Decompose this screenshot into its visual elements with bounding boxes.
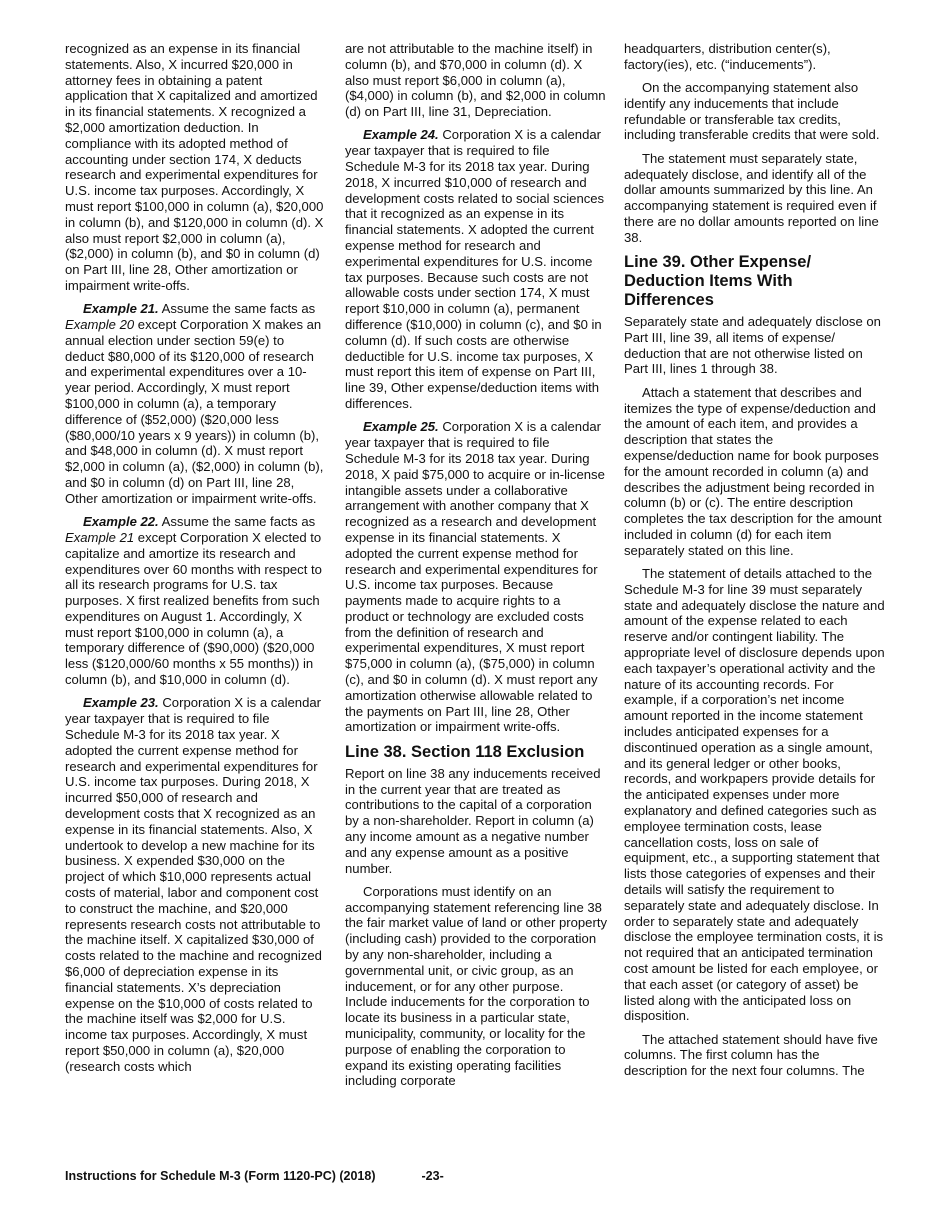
column-1 bbox=[65, 41, 327, 1082]
example-21: Example 21. Assume the same facts as Example 20 except Corporation X makes an annual election under section 59(e) to deduct $80,000 of its $120,000 of research and experimental expenditures over a 10-year period. Accordingly, X must report $100,000 in column (a), a temporary difference of ($52,000) ($20,000 less ($80,000/10 years x 9 years)) in column (b), and $48,000 in column (d). X must report $2,000 in column (a), ($2,000) in column (b), and $0 in column (d) on Part III, line 28, Other amortization or impairment write-offs. bbox=[65, 301, 324, 506]
paragraph: are not attributable to the machine itself) in column (b), and $70,000 in column (d). X also must report $6,000 in column (a), ($4,000) in column (b), and $2,000 in column (d) on Part III, line 31, Depreciation. bbox=[345, 41, 606, 120]
example-label: Example 22. bbox=[83, 514, 159, 530]
example-23: Example 23. Corporation X is a calendar year taxpayer that is required to file Schedule M-3 for its 2018 tax year. X adopted the current expense method for research and experimental expenditures for U.S. income tax purposes. During 2018, X incurred $50,000 of research and development costs that X recognized as an expense in its financial statements. Also, X undertook to develop a new machine for its business. X expended $30,000 on the project of which $10,000 represents actual costs of material, labor and component cost to construct the machine, and $20,000 represents research costs not attributable to the machine itself. X capitalized $30,000 of costs related to the machine and recognized $6,000 of depreciation expense in its financial statements. X’s depreciation expense on the $10,000 of costs related to the machine itself was $2,000 for U.S. income tax purposes. Accordingly, X must report $50,000 in column (a), $20,000 (research costs which bbox=[65, 695, 322, 1074]
example-reference: Example 21 bbox=[65, 529, 135, 545]
paragraph: headquarters, distribution center(s), factory(ies), etc. (“inducements”). bbox=[624, 41, 831, 72]
paragraph: The statement of details attached to the Schedule M-3 for line 39 must separately state and adequately disclose the nature and amount of the expense related to each reserve and/or contingent liability. The appropriate level of disclosure depends upon each taxpayer’s operational activity and the nature of its accounting records. For example, if a corporation’s net income amount reported in the income statement includes anticipated expenses for a discontinued operation as a single amount, and its general ledger or other books, records, and workpapers provide details for the anticipated expenses under more explanatory and defined categories such as employee termination costs, lease cancellation costs, loss on sale of equipment, etc., a supporting statement that lists those categories of expenses and their details will satisfy the requirement to separately state and adequately disclose. In order to separately state and adequately disclose the employee termination costs, it is not required that an anticipated termination cost amount be listed for each employee, or that each asset (or category of asset) be listed along with the anticipated loss on disposition. bbox=[624, 566, 885, 1024]
paragraph: Report on line 38 any inducements received in the current year that are treated as contributions to the capital of a corporation by a non-shareholder. Report in column (a) any income amount as a negative number and any expense amount as a positive number. bbox=[345, 765, 601, 876]
example-label: Example 21. bbox=[83, 301, 159, 317]
section-heading-line-39: Line 39. Other Expense/ Deduction Items With Differences bbox=[624, 253, 812, 310]
example-22: Example 22. Assume the same facts as Example 21 except Corporation X elected to capitalize and amortize its research and expenditures over 60 months with respect to all its research programs for U.S. tax purposes. X first realized benefits from such expenditures on August 1. Accordingly, X must report $100,000 in column (a), a temporary difference of ($90,000) ($20,000 less ($120,000/60 months x 55 months)) in column (b), and $10,000 in column (d). bbox=[65, 514, 322, 688]
paragraph: Corporations must identify on an accompanying statement referencing line 38 the fair market value of land or other property (including cash) provided to the corporation by any non-shareholder, including a governmental unit, or civic group, as an inducement, or for any other purpose. Include inducements for the corporation to locate its business in a particular state, municipality, community, or locality for the purpose of enabling the corporation to expand its existing operating facilities including corporate bbox=[345, 883, 608, 1089]
paragraph: The statement must separately state, adequately disclose, and identify all of the dollar amounts summarized by this line. An accompanying statement is required even if there are no dollar amounts reported on line 38. bbox=[624, 150, 879, 245]
example-label: Example 23. bbox=[83, 695, 159, 711]
paragraph: Attach a statement that describes and itemizes the type of expense/deduction and the amount of each item, and provides a description that states the expense/deduction name for book purposes for the amount recorded in column (a) and describes the adjustment being recorded in column (b) or (c). The entire description completes the tax description for the amount included in column (d) for each item separately stated on this line. bbox=[624, 384, 882, 558]
footer-title: Instructions for Schedule M-3 (Form 1120-PC) (2018) bbox=[65, 1169, 376, 1183]
paragraph: Separately state and adequately disclose on Part III, line 39, all items of expense/ deduction that are not otherwise listed on Part III, lines 1 through 38. bbox=[624, 314, 881, 377]
section-heading-line-38: Line 38. Section 118 Exclusion bbox=[345, 742, 585, 761]
column-2 bbox=[345, 41, 607, 1097]
example-reference: Example 20 bbox=[65, 317, 135, 333]
paragraph: On the accompanying statement also identify any inducements that include refundable or transferable tax credits, including transferable credits that were sold. bbox=[624, 80, 880, 143]
paragraph: recognized as an expense in its financial statements. Also, X incurred $20,000 in attorney fees in obtaining a patent application that X capitalized and amortized in its financial statements. X recognized a $2,000 amortization deduction. In compliance with its adopted method of accounting under section 174, X deducts research and experimental expenditures for U.S. income tax purposes. Accordingly, X must report $100,000 in column (a), $20,000 in column (b), and $120,000 in column (d). X also must report $2,000 in column (a), ($2,000) in column (b), and $0 in column (d) on Part III, line 28, Other amortization or impairment write-offs. bbox=[65, 41, 324, 293]
example-label: Example 25. bbox=[363, 419, 439, 435]
example-25: Example 25. Corporation X is a calendar year taxpayer that is required to file Schedule M-3 for its 2018 tax year. During 2018, X paid $75,000 to acquire or in-license intangible assets under a collaborative arrangement with another company that X recognized as a research and development expense in its financial statements. X adopted the current expense method for research and experimental expenditures for U.S. income tax purposes. Because payments made to acquire rights to a product or technology are excluded costs from the definition of research and experimental expenditures, X must report $75,000 in column (a), ($75,000) in column (c), and $0 in column (d). X must report any amortization otherwise allowable related to the payments on Part III, line 28, Other amortization or impairment write-offs. bbox=[345, 419, 605, 735]
column-3 bbox=[624, 41, 886, 1087]
page-footer bbox=[65, 1169, 444, 1183]
example-label: Example 24. bbox=[363, 127, 439, 143]
example-24: Example 24. Corporation X is a calendar year taxpayer that is required to file Schedule M-3 for its 2018 tax year. During 2018, X incurred $10,000 of research and development costs related to social sciences that it recognized as an expense in its financial statements. X adopted the current expense method for research and experimental expenditures for U.S. income tax purposes. Because such costs are not allowable costs under section 174, X must report $10,000 in column (a), permanent difference ($10,000) in column (c), and $0 in column (d). If such costs are otherwise deductible for U.S. income tax purposes, X must report this item of expense on Part III, line 39, Other expense/deduction items with differences. bbox=[345, 127, 605, 412]
paragraph: The attached statement should have five columns. The first column has the description for the next four columns. The bbox=[624, 1031, 878, 1079]
page-number: -23- bbox=[421, 1169, 444, 1183]
